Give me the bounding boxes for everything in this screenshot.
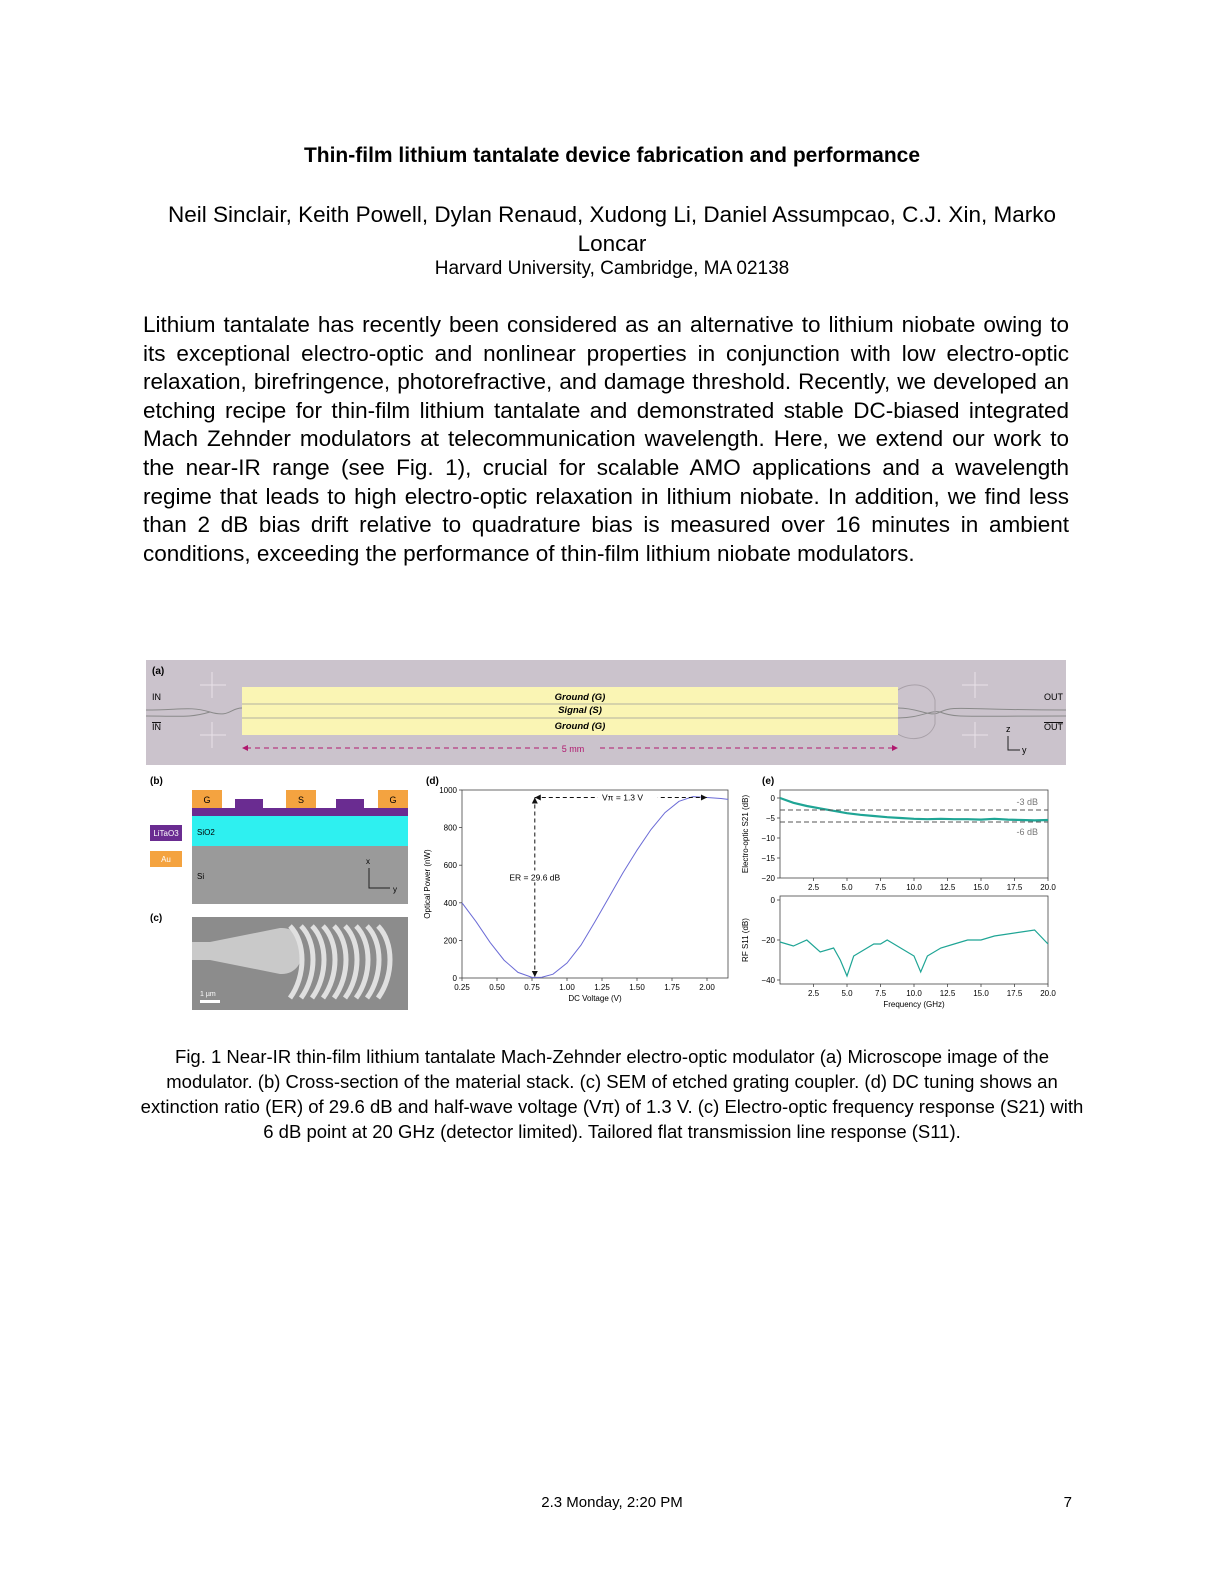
x-tick-label: 2.00 (699, 983, 715, 992)
ridge-right (336, 799, 364, 808)
sio2-label: SiO2 (197, 828, 215, 837)
y-axis-label: Optical Power (nW) (423, 849, 432, 919)
electrode-g-left-label: G (203, 795, 211, 805)
y-tick-label: −20 (761, 936, 775, 945)
series-line (462, 797, 728, 978)
y-tick-label: 0 (770, 794, 775, 803)
out-bottom-label: OUT (1044, 722, 1063, 732)
paper-title: Thin-film lithium tantalate device fabrication and performance (303, 144, 921, 167)
x-tick-label: 1.00 (559, 983, 575, 992)
x-tick-label: 12.5 (939, 883, 956, 892)
footer-session: 2.3 Monday, 2:20 PM (541, 1494, 683, 1511)
y-tick-label: −15 (761, 854, 775, 863)
plot-frame (780, 790, 1048, 878)
x-tick-label: 1.75 (664, 983, 680, 992)
legend-litao3: LiTaO3 (153, 829, 179, 838)
scale-bar (200, 1000, 220, 1003)
y-axis-label: RF S11 (dB) (741, 918, 750, 962)
length-label: 5 mm (561, 744, 585, 754)
axis-y-label-a: y (1022, 745, 1027, 755)
figure-caption: Fig. 1 Near-IR thin-film lithium tantalate Mach-Zehnder electro-optic modulator (a) Microscope image of the modulator. (b) Cross-section of the material stack. (c) SEM of etched grating coupler. (d) DC tuning shows an extinction ratio (ER) of 29.6 dB and half-wave voltage (Vπ) of 1.3 V. (c) Electro-optic frequency response (S21) with 6 dB point at 20 GHz (detector limited). Tailored flat transmission line response (S11). (140, 1046, 1084, 1142)
y-tick-label: −40 (761, 976, 775, 985)
axis-y-label-b: y (393, 885, 397, 894)
sio2-layer (192, 816, 408, 846)
legend-au: Au (161, 855, 171, 864)
y-tick-label: −10 (761, 834, 775, 843)
panel-e (741, 776, 1056, 1009)
panel-d-label: (d) (426, 776, 439, 787)
x-tick-label: 20.0 (1040, 989, 1056, 998)
x-tick-label: 7.5 (874, 883, 887, 892)
reference-label: -3 dB (1016, 797, 1038, 807)
x-tick-label: 1.50 (629, 983, 645, 992)
figure-1-svg (140, 660, 1080, 1020)
er-annotation: ER = 29.6 dB (509, 872, 561, 883)
y-tick-label: 200 (443, 936, 457, 946)
plot-frame (780, 896, 1048, 984)
y-axis-label: Electro-optic S21 (dB) (741, 794, 750, 874)
x-tick-label: 17.5 (1006, 883, 1023, 892)
signal-label: Signal (S) (558, 705, 602, 716)
vpi-annotation: Vπ = 1.3 V (602, 792, 644, 803)
x-tick-label: 10.0 (906, 989, 922, 998)
panel-a (146, 660, 1066, 765)
in-top-label: IN (152, 692, 161, 702)
x-tick-label: 15.0 (973, 883, 989, 892)
er-arrowheads (532, 798, 538, 978)
y-tick-label: −20 (761, 874, 775, 883)
in-bottom-label: IN (152, 722, 161, 732)
s11-chart (741, 896, 1056, 1009)
x-tick-label: 0.50 (489, 983, 505, 992)
ground-bottom-label: Ground (G) (554, 721, 606, 732)
litao3-film (192, 808, 408, 816)
x-tick-label: 2.5 (807, 883, 820, 892)
panel-e-label: (e) (762, 776, 775, 787)
x-tick-label: 0.75 (524, 983, 540, 992)
panel-b (150, 776, 408, 904)
ground-top-label: Ground (G) (554, 692, 606, 703)
scale-bar-label: 1 µm (200, 991, 216, 998)
y-tick-label: 600 (443, 861, 457, 871)
x-tick-label: 5.0 (841, 883, 853, 892)
x-tick-label: 7.5 (874, 989, 887, 998)
x-tick-label: 12.5 (939, 989, 956, 998)
abstract-text: Lithium tantalate has recently been considered as an alternative to lithium niobate owing to its exceptional electro-optic and nonlinear properties in conjunction with low electro-optic relaxation, birefringence, photorefractive, and damage threshold. Recently, we developed an etching recipe for thin-film lithium tantalate and demonstrated stable DC-biased integrated Mach Zehnder modulators at telecommunication wavelength. Here, we extend our work to the near-IR range (see Fig. 1), crucial for scalable AMO applications and a wavelength regime that leads to high electro-optic relaxation in lithium niobate. In addition, we find less than 2 dB bias drift relative to quadrature bias is measured over 16 minutes in ambient conditions, exceeding the performance of thin-film lithium niobate modulators. (143, 312, 1069, 566)
x-tick-label: 10.0 (906, 883, 922, 892)
series-line (780, 930, 1048, 976)
panel-c-label: (c) (150, 913, 163, 924)
x-tick-label: 0.25 (454, 983, 470, 992)
x-tick-label: 2.5 (807, 989, 820, 998)
panel-a-label: (a) (152, 666, 165, 677)
y-tick-label: 0 (452, 974, 457, 983)
y-tick-label: 0 (770, 896, 775, 905)
axis-z-label-a: z (1006, 724, 1011, 734)
y-tick-label: 1000 (439, 786, 457, 795)
x-tick-label: 5.0 (841, 989, 853, 998)
x-axis-label: Frequency (GHz) (883, 1000, 945, 1009)
figure-1 (140, 660, 1080, 1020)
y-tick-label: 400 (443, 898, 457, 908)
page-number: 7 (1063, 1494, 1072, 1511)
axis-x-label-b: x (366, 857, 370, 866)
electrode-s-label: S (297, 795, 305, 805)
reference-label: -6 dB (1016, 827, 1038, 837)
series-line (780, 798, 1048, 820)
plot-frame (462, 790, 728, 978)
panel-c (150, 913, 408, 1010)
si-substrate (192, 846, 408, 904)
x-tick-label: 15.0 (973, 989, 989, 998)
s21-chart (741, 790, 1056, 892)
panel-d (423, 776, 728, 1003)
dc-tuning-chart (423, 786, 728, 1003)
y-tick-label: 800 (443, 823, 457, 833)
x-tick-label: 1.25 (594, 983, 610, 992)
y-tick-label: −5 (765, 814, 775, 823)
panel-b-label: (b) (150, 776, 163, 787)
out-top-label: OUT (1044, 692, 1063, 702)
affiliation: Harvard University, Cambridge, MA 02138 (434, 258, 790, 279)
x-tick-label: 17.5 (1006, 989, 1023, 998)
x-tick-label: 20.0 (1040, 883, 1056, 892)
electrode-g-right-label: G (389, 795, 397, 805)
x-axis-label: DC Voltage (V) (568, 994, 622, 1003)
author-list: Neil Sinclair, Keith Powell, Dylan Renaud, Xudong Li, Daniel Assumpcao, C.J. Xin, Marko Loncar (168, 202, 1056, 256)
ridge-left (235, 799, 263, 808)
si-label: Si (197, 872, 205, 881)
